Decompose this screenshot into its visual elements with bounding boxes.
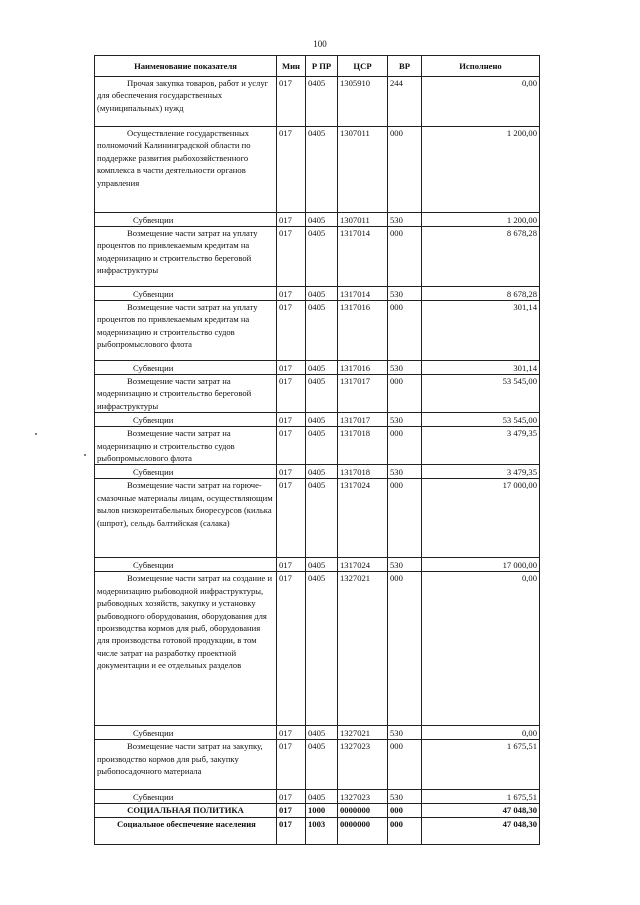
row-executed: 1 675,51: [422, 740, 540, 790]
row-expense-type: 530: [388, 726, 422, 740]
row-ministry: 017: [277, 375, 306, 413]
table-row: [95, 465, 540, 479]
row-target-article: 1317014: [338, 227, 388, 287]
row-ministry: 017: [277, 572, 306, 726]
row-section: 0405: [306, 301, 338, 361]
row-section: 0405: [306, 361, 338, 375]
row-section: 0405: [306, 77, 338, 127]
row-expense-type: 000: [388, 427, 422, 465]
row-executed: 1 675,51: [422, 790, 540, 804]
header-indicator-name: Наименование показателя: [95, 56, 277, 77]
row-expense-type: 000: [388, 572, 422, 726]
scan-speck: [35, 433, 37, 435]
row-expense-type: 244: [388, 77, 422, 127]
table-row: [95, 127, 540, 213]
row-target-article: 1317017: [338, 413, 388, 427]
row-name: Возмещение части затрат на модернизацию и строительство береговой инфраструктуры: [95, 375, 277, 413]
row-ministry: 017: [277, 427, 306, 465]
row-target-article: 1317016: [338, 301, 388, 361]
row-target-article: 1317018: [338, 427, 388, 465]
row-expense-type: 530: [388, 287, 422, 301]
row-target-article: 1327021: [338, 572, 388, 726]
table-row: [95, 804, 540, 818]
row-expense-type: 530: [388, 413, 422, 427]
row-expense-type: 530: [388, 213, 422, 227]
row-executed: 53 545,00: [422, 375, 540, 413]
row-section: 0405: [306, 726, 338, 740]
row-name: Осуществление государственных полномочий Калининградской области по поддержке развития рыбохозяйственного комплекса в части деятельности органов управления: [95, 127, 277, 213]
row-target-article: 1317014: [338, 287, 388, 301]
row-section: 0405: [306, 213, 338, 227]
row-section: 0405: [306, 558, 338, 572]
page-number: 100: [313, 39, 327, 49]
row-name: Субвенции: [95, 287, 277, 301]
row-name: Субвенции: [95, 726, 277, 740]
table-row: [95, 413, 540, 427]
row-target-article: 1317024: [338, 479, 388, 558]
row-name: Возмещение части затрат на уплату процентов по привлекаемым кредитам на модернизацию и строительство судов рыбопромыслового флота: [95, 301, 277, 361]
table-row: [95, 227, 540, 287]
table-row: [95, 479, 540, 558]
row-ministry: 017: [277, 213, 306, 227]
row-executed: 0,00: [422, 572, 540, 726]
row-section: 1003: [306, 818, 338, 845]
row-target-article: 1307011: [338, 127, 388, 213]
row-name: Прочая закупка товаров, работ и услуг для обеспечения государственных (муниципальных) нужд: [95, 77, 277, 127]
row-name: Возмещение части затрат на горюче-смазочные материалы лицам, осуществляющим вылов низкорентабельных биоресурсов (килька (шпрот), сельдь балтийская (салака): [95, 479, 277, 558]
row-target-article: 1305910: [338, 77, 388, 127]
row-section: 0405: [306, 790, 338, 804]
row-executed: 17 000,00: [422, 479, 540, 558]
row-expense-type: 000: [388, 127, 422, 213]
row-ministry: 017: [277, 413, 306, 427]
table-row: [95, 558, 540, 572]
row-target-article: 1317017: [338, 375, 388, 413]
row-ministry: 017: [277, 361, 306, 375]
row-name: Субвенции: [95, 413, 277, 427]
header-ministry: Мин: [277, 56, 306, 77]
row-target-article: 1327021: [338, 726, 388, 740]
row-expense-type: 530: [388, 790, 422, 804]
row-expense-type: 530: [388, 465, 422, 479]
row-section: 0405: [306, 413, 338, 427]
header-expense-type: ВР: [388, 56, 422, 77]
row-section: 0405: [306, 740, 338, 790]
row-target-article: 0000000: [338, 818, 388, 845]
row-ministry: 017: [277, 479, 306, 558]
row-executed: 0,00: [422, 726, 540, 740]
header-target-article: ЦСР: [338, 56, 388, 77]
row-executed: 17 000,00: [422, 558, 540, 572]
row-expense-type: 530: [388, 558, 422, 572]
row-target-article: 1317018: [338, 465, 388, 479]
row-name: Субвенции: [95, 361, 277, 375]
table-body: [95, 77, 540, 845]
row-executed: 3 479,35: [422, 465, 540, 479]
row-target-article: 1327023: [338, 740, 388, 790]
row-expense-type: 000: [388, 804, 422, 818]
row-name: Возмещение части затрат на модернизацию и строительство судов рыбопромыслового флота: [95, 427, 277, 465]
header-section: Р ПР: [306, 56, 338, 77]
table-row: [95, 301, 540, 361]
row-ministry: 017: [277, 127, 306, 213]
row-executed: 0,00: [422, 77, 540, 127]
row-name: Возмещение части затрат на закупку, производство кормов для рыб, закупку рыбопосадочного материала: [95, 740, 277, 790]
row-section: 0405: [306, 479, 338, 558]
row-expense-type: 000: [388, 227, 422, 287]
row-section: 0405: [306, 227, 338, 287]
row-expense-type: 000: [388, 301, 422, 361]
row-executed: 1 200,00: [422, 127, 540, 213]
row-section: 0405: [306, 127, 338, 213]
table-row: [95, 740, 540, 790]
row-executed: 301,14: [422, 301, 540, 361]
row-target-article: 0000000: [338, 804, 388, 818]
row-section: 0405: [306, 427, 338, 465]
row-ministry: 017: [277, 465, 306, 479]
row-section: 0405: [306, 465, 338, 479]
row-target-article: 1307011: [338, 213, 388, 227]
row-ministry: 017: [277, 790, 306, 804]
row-name: Возмещение части затрат на уплату процентов по привлекаемым кредитам на модернизацию и строительство береговой инфраструктуры: [95, 227, 277, 287]
budget-execution-table: [94, 55, 540, 845]
row-name: Субвенции: [95, 790, 277, 804]
scan-speck: [84, 454, 86, 456]
row-expense-type: 000: [388, 818, 422, 845]
row-expense-type: 000: [388, 479, 422, 558]
row-name: СОЦИАЛЬНАЯ ПОЛИТИКА: [95, 804, 277, 818]
table-header-row: [95, 56, 540, 77]
row-executed: 47 048,30: [422, 818, 540, 845]
row-section: 0405: [306, 287, 338, 301]
row-name: Субвенции: [95, 558, 277, 572]
header-executed: Исполнено: [422, 56, 540, 77]
row-ministry: 017: [277, 287, 306, 301]
row-target-article: 1327023: [338, 790, 388, 804]
row-name: Социальное обеспечение населения: [95, 818, 277, 845]
row-ministry: 017: [277, 740, 306, 790]
row-executed: 301,14: [422, 361, 540, 375]
row-ministry: 017: [277, 77, 306, 127]
row-target-article: 1317024: [338, 558, 388, 572]
row-name: Субвенции: [95, 213, 277, 227]
table-row: [95, 572, 540, 726]
row-section: 0405: [306, 572, 338, 726]
row-executed: 47 048,30: [422, 804, 540, 818]
table-row: [95, 375, 540, 413]
table-row: [95, 726, 540, 740]
row-executed: 8 678,28: [422, 227, 540, 287]
row-executed: 1 200,00: [422, 213, 540, 227]
table-row: [95, 427, 540, 465]
row-ministry: 017: [277, 558, 306, 572]
table-row: [95, 361, 540, 375]
row-section: 0405: [306, 375, 338, 413]
row-ministry: 017: [277, 726, 306, 740]
row-expense-type: 000: [388, 375, 422, 413]
row-ministry: 017: [277, 818, 306, 845]
row-ministry: 017: [277, 227, 306, 287]
table-row: [95, 213, 540, 227]
row-ministry: 017: [277, 301, 306, 361]
row-executed: 8 678,28: [422, 287, 540, 301]
row-expense-type: 000: [388, 740, 422, 790]
table-row: [95, 818, 540, 845]
row-executed: 53 545,00: [422, 413, 540, 427]
table-row: [95, 77, 540, 127]
row-expense-type: 530: [388, 361, 422, 375]
table-row: [95, 790, 540, 804]
row-name: Возмещение части затрат на создание и модернизацию рыбоводной инфраструктуры, рыбоводных хозяйств, закупку и установку рыбоводного оборудования, оборудования для производства кормов для рыб, оборудования для производства готовой продукции, в том числе затрат на разработку проектной документации и ее отдельных разделов: [95, 572, 277, 726]
row-ministry: 017: [277, 804, 306, 818]
row-executed: 3 479,35: [422, 427, 540, 465]
row-target-article: 1317016: [338, 361, 388, 375]
row-name: Субвенции: [95, 465, 277, 479]
row-section: 1000: [306, 804, 338, 818]
table-row: [95, 287, 540, 301]
